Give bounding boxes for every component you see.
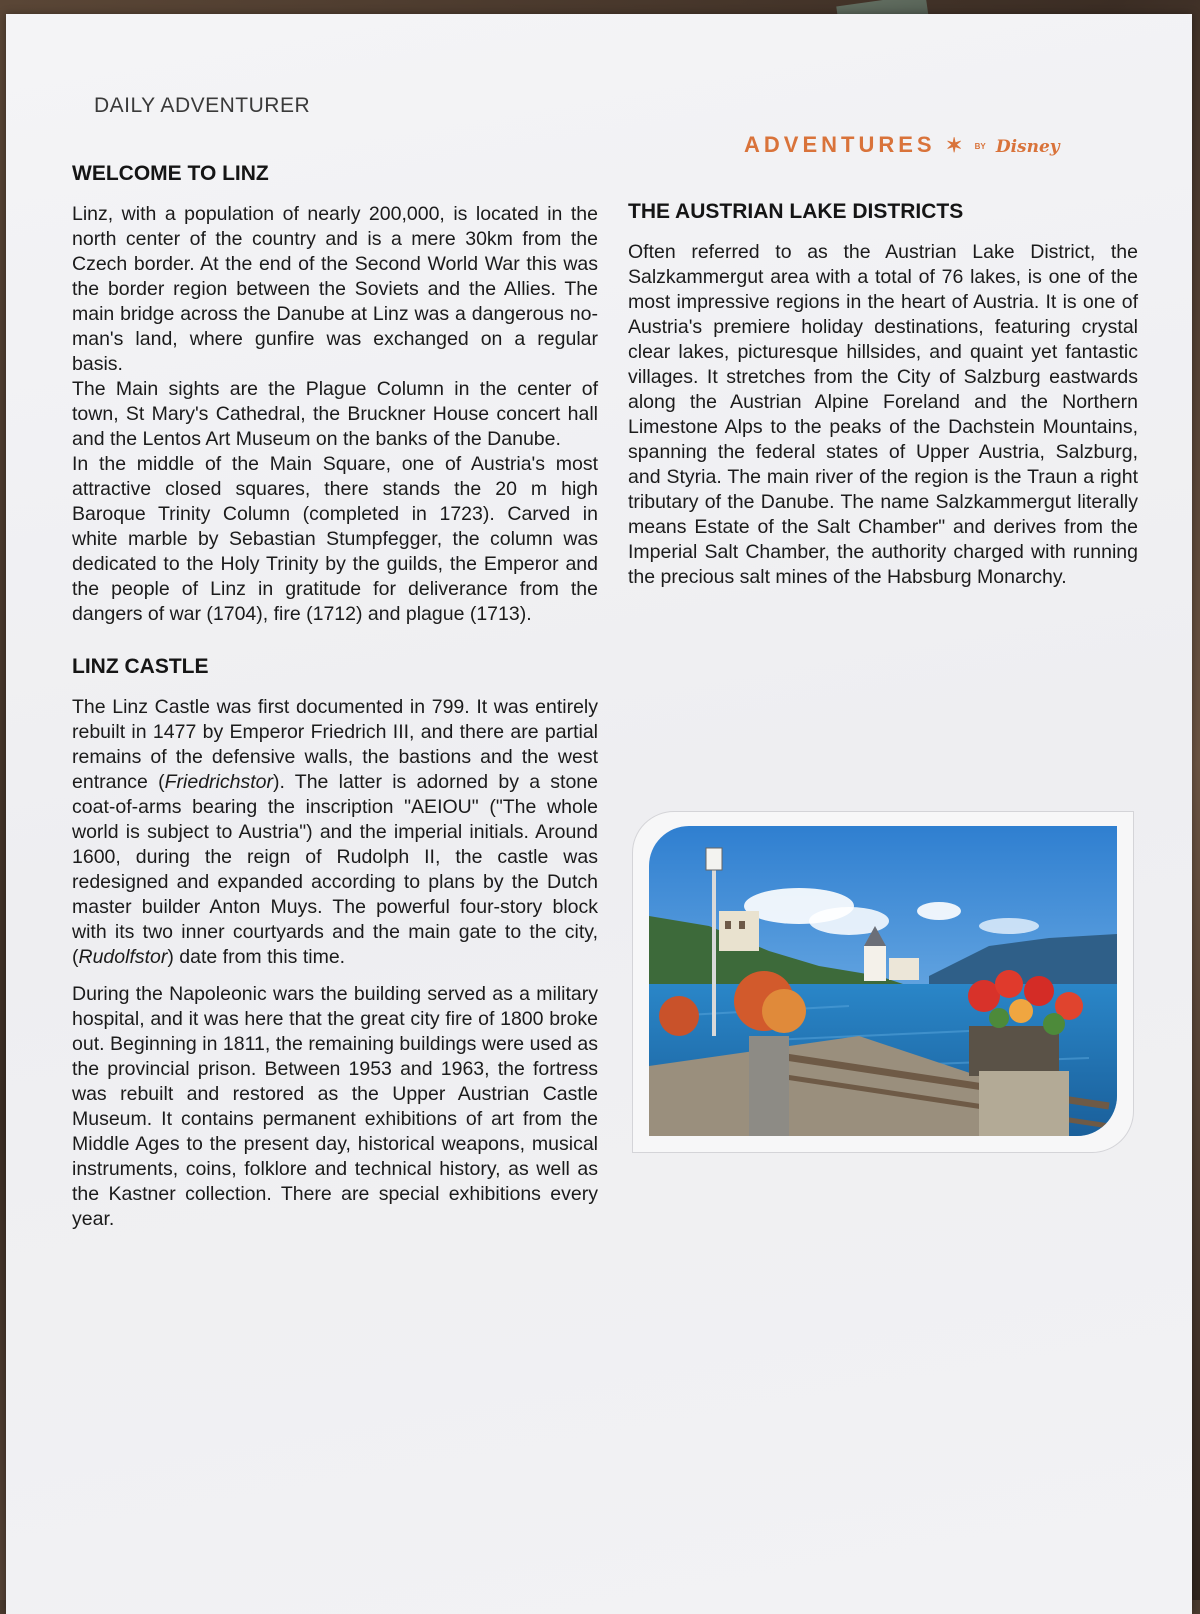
publication-title: DAILY ADVENTURER: [94, 94, 311, 117]
castle-paragraph-1: [72, 695, 598, 970]
lakes-paragraph: Often referred to as the Austrian Lake District, the Salzkammergut area with a total of 76 lakes, is one of the most impressive regions in the heart of Austria. It is one of Austria's premiere holiday destinations, featuring crystal clear lakes, picturesque hillsides, and quaint yet fantastic villages. It stretches from the City of Salzburg eastwards along the Austrian Alpine Foreland and the Northern Limestone Alps to the peaks of the Dachstein Mountains, spanning the federal states of Upper Austria, Salzburg, and Styria. The main river of the region is the Traun a right tributary of the Danube. The name Salzkammergut literally means Estate of the Salt Chamber" and derives from the Imperial Salt Chamber, the authority charged with running the precious salt mines of the Habsburg Monarchy.: [628, 241, 1138, 588]
brand-name: ADVENTURES: [744, 132, 936, 157]
castle-text-c: ) date from this time.: [167, 946, 346, 968]
castle-heading: LINZ CASTLE: [72, 655, 209, 678]
left-column: [72, 162, 598, 1232]
brand-by: BY: [974, 141, 986, 151]
lake-photo-image: [649, 826, 1117, 1136]
castle-paragraph-2: During the Napoleonic wars the building served as a military hospital, and it was here that the great city fire of 1800 broke out. Beginning in 1811, the remaining buildings were used as the provincial prison. Between 1953 and 1963, the fortress was rebuilt and restored as the Upper Austrian Castle Museum. It contains permanent exhibitions of art from the Middle Ages to the present day, historical weapons, musical instruments, coins, folklore and technical history, as well as the Kastner collection. There are special exhibitions every year.: [72, 983, 598, 1230]
welcome-paragraph-1: Linz, with a population of nearly 200,000, is located in the north center of the country and is a mere 30km from the Czech border. At the end of the Second World War this was the border region between the Soviets and the Allies. The main bridge across the Danube at Linz was a dangerous no-man's land, where gunfire was exchanged on a regular basis.: [72, 203, 598, 375]
right-column: [628, 200, 1138, 590]
castle-friedrichstor: Friedrichstor: [164, 771, 273, 793]
castle-rudolfstor: Rudolfstor: [78, 946, 168, 968]
lake-photo: [649, 826, 1117, 1136]
welcome-heading: WELCOME TO LINZ: [72, 162, 269, 185]
star-icon: ✶: [945, 135, 963, 157]
document-page: [6, 14, 1192, 1600]
castle-text-b: ). The latter is adorned by a stone coat-of-arms bearing the inscription "AEIOU" ("The whole world is subject to Austria") and the imperial initials. Around 1600, during the reign of Rudolph II, the castle was redesigned and expanded according to plans by the Dutch master builder Anton Muys. The powerful four-story block with its two inner courtyards and the main gate to the city, (: [72, 771, 598, 968]
paper-sheet: [6, 14, 1192, 1614]
castle-text-a: The Linz Castle was first documented in 799. It was entirely rebuilt in 1477 by Emperor Friedrich III, and there are partial remains of the defensive walls, the bastions and the west entrance (: [72, 696, 598, 793]
lakes-heading: THE AUSTRIAN LAKE DISTRICTS: [628, 200, 964, 223]
brand-logo: [744, 132, 1060, 158]
welcome-paragraph-3: In the middle of the Main Square, one of Austria's most attractive closed squares, there stands the 20 m high Baroque Trinity Column (completed in 1723). Carved in white marble by Sebastian Stumpfegger, the column was dedicated to the Holy Trinity by the guilds, the Emperor and the people of Linz in gratitude for deliverance from the dangers of war (1704), fire (1712) and plague (1713).: [72, 453, 598, 625]
brand-disney: Disney: [995, 137, 1060, 157]
welcome-paragraph-2: The Main sights are the Plague Column in the center of town, St Mary's Cathedral, the Bruckner House concert hall and the Lentos Art Museum on the banks of the Danube.: [72, 378, 598, 450]
lake-photo-frame: [632, 811, 1134, 1153]
